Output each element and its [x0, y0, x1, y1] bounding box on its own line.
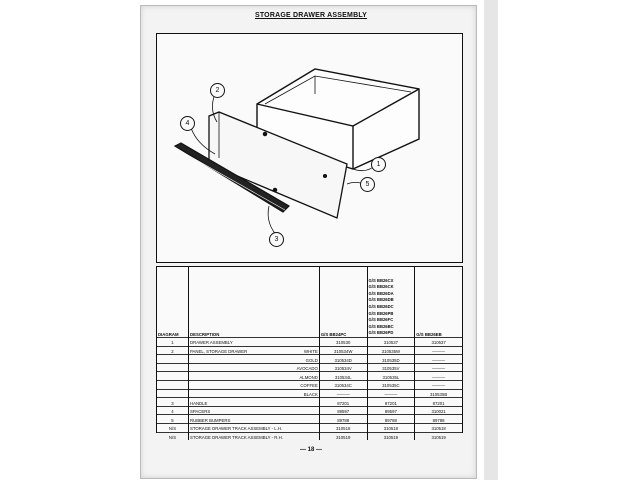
model-code: G/S BB26DC	[368, 304, 394, 310]
header-model-col2	[367, 267, 415, 338]
model-code: G/S BB26PB	[368, 310, 394, 316]
model-code: G/S BB26DB	[368, 297, 394, 303]
color-text: WHITE	[303, 348, 318, 354]
cell-part-col1: ———	[319, 389, 367, 398]
cell-part-col3: 310535B	[415, 389, 462, 398]
cell-description	[188, 338, 319, 347]
table-row	[157, 389, 462, 398]
cell-part-col1: 310534L	[319, 372, 367, 381]
cell-description	[188, 346, 319, 355]
cell-part-col2: 89788	[367, 415, 415, 424]
exploded-diagram	[156, 33, 463, 263]
cell-part-col2: 310518	[367, 423, 415, 432]
model-code: G/S BB26FC	[368, 317, 394, 323]
cell-description	[188, 380, 319, 389]
color-text: GOLD	[305, 357, 318, 363]
cell-diagram: N/S	[157, 432, 188, 440]
cell-diagram	[157, 355, 188, 364]
cell-part-col2: 310535V	[367, 363, 415, 372]
cell-part-col2: 310537	[367, 338, 415, 347]
callout-4: 4	[180, 116, 195, 131]
header-model-col1: G/S BB24PC	[319, 267, 367, 338]
cell-part-col1: 89788	[319, 415, 367, 424]
cell-part-col1: 89597	[319, 406, 367, 415]
table-row	[157, 415, 462, 424]
cell-part-col1: 310534D	[319, 355, 367, 364]
cell-part-col3: ———	[415, 346, 462, 355]
color-text: BLACK	[303, 391, 318, 397]
book-binding-edge	[484, 0, 498, 480]
header-model-col3: G/S BB26EB	[416, 331, 442, 337]
table-row	[157, 338, 462, 347]
description-text: DRAWER ASSEMBLY	[189, 340, 233, 346]
cell-part-col2: ———	[367, 389, 415, 398]
description-text: PANEL, STORAGE DRAWER	[189, 348, 248, 354]
cell-part-col1: 310534V	[319, 363, 367, 372]
table-row	[157, 398, 462, 407]
table-row	[157, 372, 462, 381]
color-text: AVOCADO	[296, 366, 318, 372]
callout-1: 1	[371, 157, 386, 172]
cell-description	[188, 432, 319, 440]
cell-part-col1: 87201	[319, 398, 367, 407]
header-diagram: DIAGRAM	[157, 267, 188, 338]
cell-diagram	[157, 372, 188, 381]
cell-diagram	[157, 389, 188, 398]
cell-part-col3: ———	[415, 355, 462, 364]
cell-diagram: 5	[157, 415, 188, 424]
cell-part-col3: 87201	[415, 398, 462, 407]
cell-part-col2: 310519	[367, 432, 415, 440]
description-text: HANDLE	[189, 400, 208, 406]
cell-part-col1: 310534W	[319, 346, 367, 355]
cell-part-col3: ———	[415, 372, 462, 381]
cell-description	[188, 423, 319, 432]
description-text: SPACERS	[189, 409, 211, 415]
cell-diagram: 1	[157, 338, 188, 347]
catalog-page	[140, 5, 477, 479]
cell-description	[188, 389, 319, 398]
cell-description	[188, 355, 319, 364]
cell-diagram: 4	[157, 406, 188, 415]
cell-part-col2: 87201	[367, 398, 415, 407]
page-title: STORAGE DRAWER ASSEMBLY	[254, 12, 368, 19]
description-text: STORAGE DRAWER TRACK ASSEMBLY - R.H.	[189, 434, 283, 440]
table-header-row	[157, 267, 462, 338]
cell-diagram	[157, 380, 188, 389]
cell-part-col3: ———	[415, 380, 462, 389]
table-row	[157, 432, 462, 440]
callout-2: 2	[210, 83, 225, 98]
cell-part-col2: 310535D	[367, 355, 415, 364]
cell-diagram: 3	[157, 398, 188, 407]
cell-part-col3: ———	[415, 363, 462, 372]
cell-part-col1: 310530	[319, 338, 367, 347]
cell-part-col2: 310535L	[367, 372, 415, 381]
table-row	[157, 380, 462, 389]
callout-5: 5	[360, 177, 375, 192]
model-code: G/S BB26PD	[368, 330, 394, 336]
table-row	[157, 406, 462, 415]
cell-part-col2: 89597	[367, 406, 415, 415]
description-text: RUBBER BUMPERS	[189, 417, 231, 423]
table-row	[157, 355, 462, 364]
table-row	[157, 363, 462, 372]
cell-part-col3: 310537	[415, 338, 462, 347]
cell-description	[188, 415, 319, 424]
model-code: G/S BB26DA	[368, 290, 394, 296]
page-number: — 18 —	[299, 447, 322, 453]
parts-table	[157, 267, 462, 440]
model-code: G/S BB26CX	[368, 277, 394, 283]
cell-description	[188, 372, 319, 381]
cell-diagram: N/S	[157, 423, 188, 432]
description-text: STORAGE DRAWER TRACK ASSEMBLY - L.H.	[189, 426, 283, 432]
cell-part-col2: 310535C	[367, 380, 415, 389]
cell-part-col1: 310518	[319, 423, 367, 432]
drawer-illustration	[157, 34, 462, 262]
cell-part-col3: 310518	[415, 423, 462, 432]
parts-table-box	[156, 266, 463, 440]
cell-part-col3: 310519	[415, 432, 462, 440]
cell-diagram	[157, 363, 188, 372]
model-code: G/S BB26BC	[368, 323, 394, 329]
header-description: DESCRIPTION	[188, 267, 319, 338]
model-code: G/S BB26CK	[368, 284, 394, 290]
table-row	[157, 423, 462, 432]
callout-3: 3	[269, 232, 284, 247]
cell-description	[188, 363, 319, 372]
cell-part-col3: 89788	[415, 415, 462, 424]
cell-diagram: 2	[157, 346, 188, 355]
cell-part-col1: 310519	[319, 432, 367, 440]
color-text: ALMOND	[299, 374, 318, 380]
table-row	[157, 346, 462, 355]
cell-part-col3: 310021	[415, 406, 462, 415]
cell-description	[188, 398, 319, 407]
cell-description	[188, 406, 319, 415]
cell-part-col2: 310535W	[367, 346, 415, 355]
cell-part-col1: 310534C	[319, 380, 367, 389]
color-text: COFFEE	[300, 383, 318, 389]
